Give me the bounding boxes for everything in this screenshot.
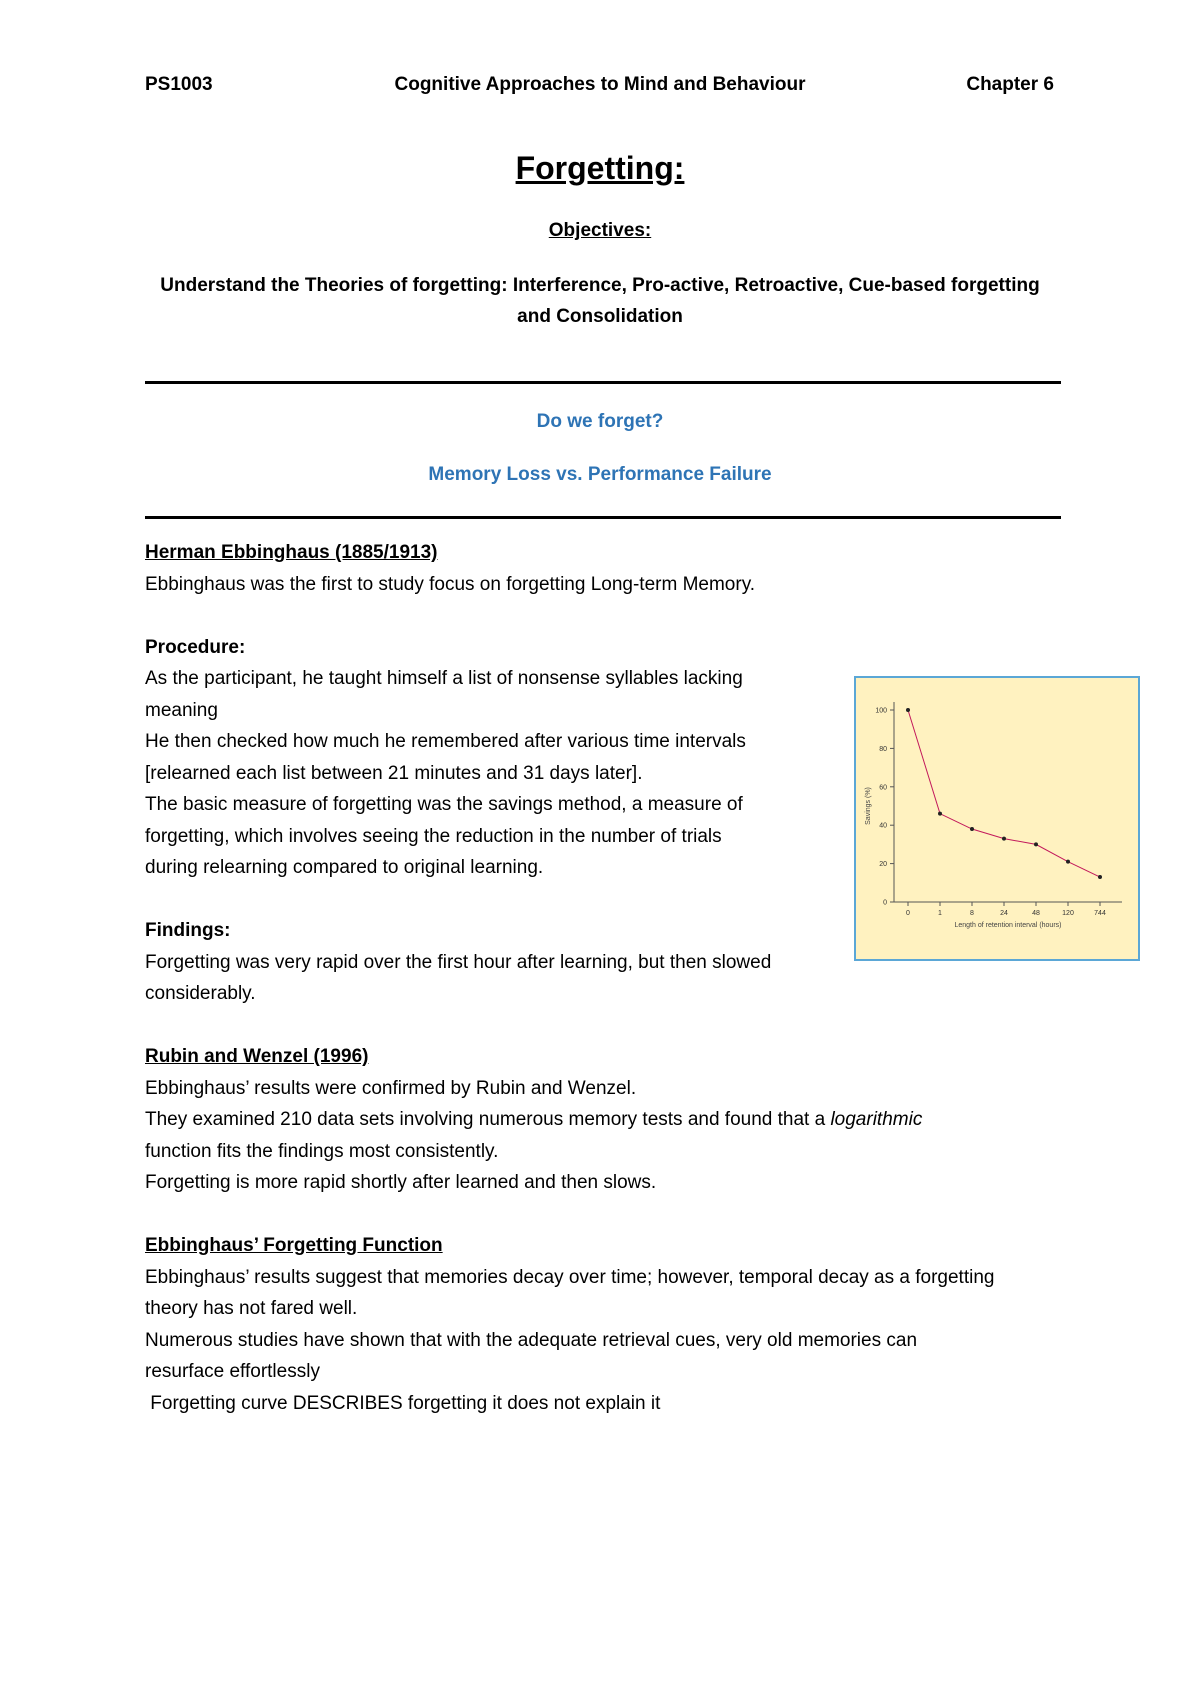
forgetting-curve-figure: [854, 676, 1140, 961]
y-axis-label: Savings (%): [865, 787, 872, 825]
x-tick-label: 8: [970, 910, 974, 917]
procedure-line: The basic measure of forgetting was the savings method, a measure of: [145, 794, 743, 815]
data-point: [906, 708, 910, 712]
page-title: Forgetting:: [515, 150, 685, 186]
rubin-line: Forgetting is more rapid shortly after learned and then slows.: [145, 1172, 657, 1193]
x-axis-label: Length of retention interval (hours): [954, 922, 1062, 929]
procedure-line: forgetting, which involves seeing the reduction in the number of trials: [145, 825, 722, 847]
y-tick-label: 0: [883, 899, 887, 907]
divider-top: [145, 381, 1061, 384]
x-tick-label: 744: [1094, 910, 1106, 917]
function-line: Ebbinghaus’ results suggest that memories decay over time; however, temporal decay as a forgetting: [145, 1266, 995, 1288]
x-tick-label: 0: [906, 910, 910, 917]
findings-line: Forgetting was very rapid over the first hour after learning, but then slowed: [145, 951, 772, 973]
function-line: Numerous studies have shown that with the adequate retrieval cues, very old memories can: [145, 1329, 918, 1351]
rubin-line-text: They examined 210 data sets involving numerous memory tests and found that a: [145, 1109, 831, 1130]
ebbinghaus-intro: Ebbinghaus was the first to study focus on forgetting Long-term Memory.: [145, 573, 756, 595]
data-point: [1066, 860, 1070, 864]
function-line: theory has not fared well.: [145, 1298, 358, 1319]
findings-heading: Findings:: [145, 920, 231, 941]
function-line: Forgetting curve DESCRIBES forgetting it does not explain it: [145, 1392, 661, 1414]
x-tick-label: 48: [1032, 910, 1040, 917]
procedure-line: meaning: [145, 699, 218, 721]
y-tick-label: 100: [875, 707, 887, 715]
divider-bottom: [145, 516, 1061, 519]
procedure-line: He then checked how much he remembered after various time intervals: [145, 731, 746, 752]
procedure-heading: Procedure:: [145, 636, 246, 658]
data-point: [1098, 875, 1102, 879]
spacer: [145, 1010, 1055, 1042]
objectives-heading: Objectives:: [548, 220, 652, 241]
procedure-line: [relearned each list between 21 minutes and 31 days later].: [145, 762, 643, 784]
body-text: [145, 537, 1055, 1419]
forgetting-curve-chart: [856, 678, 1138, 959]
procedure-line: during relearning compared to original learning.: [145, 857, 544, 878]
y-tick-label: 80: [879, 745, 887, 753]
rubin-line: [145, 1104, 1055, 1136]
data-point: [938, 812, 942, 816]
header-course-code: PS1003: [145, 74, 213, 95]
header-module-title: Cognitive Approaches to Mind and Behaviour: [394, 74, 806, 95]
x-tick-label: 1: [938, 910, 942, 917]
ebbinghaus-heading: Herman Ebbinghaus (1885/1913): [145, 542, 438, 563]
procedure-line: As the participant, he taught himself a list of nonsense syllables lacking: [145, 668, 743, 689]
findings-line: considerably.: [145, 983, 256, 1004]
series-line: [908, 710, 1100, 877]
x-tick-label: 24: [1000, 910, 1008, 917]
rubin-line: Ebbinghaus’ results were confirmed by Rubin and Wenzel.: [145, 1077, 637, 1099]
spacer: [145, 1199, 1055, 1231]
y-tick-label: 60: [879, 784, 887, 792]
x-tick-label: 120: [1062, 910, 1074, 917]
rubin-heading: Rubin and Wenzel (1996): [145, 1046, 369, 1067]
data-point: [1002, 837, 1006, 841]
function-line: resurface effortlessly: [145, 1361, 320, 1382]
rubin-line: function fits the findings most consistently.: [145, 1140, 499, 1162]
y-tick-label: 40: [879, 822, 887, 830]
spacer: [145, 600, 1055, 632]
callout-subtitle: Memory Loss vs. Performance Failure: [428, 464, 772, 485]
rubin-italic-term: logarithmic: [830, 1109, 923, 1130]
data-point: [970, 827, 974, 831]
y-tick-label: 20: [879, 861, 887, 869]
objectives-text: Understand the Theories of forgetting: Interference, Pro-active, Retroactive, Cue-based forgetting and Consolidation: [160, 275, 1040, 327]
data-point: [1034, 842, 1038, 846]
callout-question: Do we forget?: [536, 411, 664, 432]
function-heading: Ebbinghaus’ Forgetting Function: [145, 1235, 443, 1256]
header-chapter: Chapter 6: [966, 74, 1054, 95]
